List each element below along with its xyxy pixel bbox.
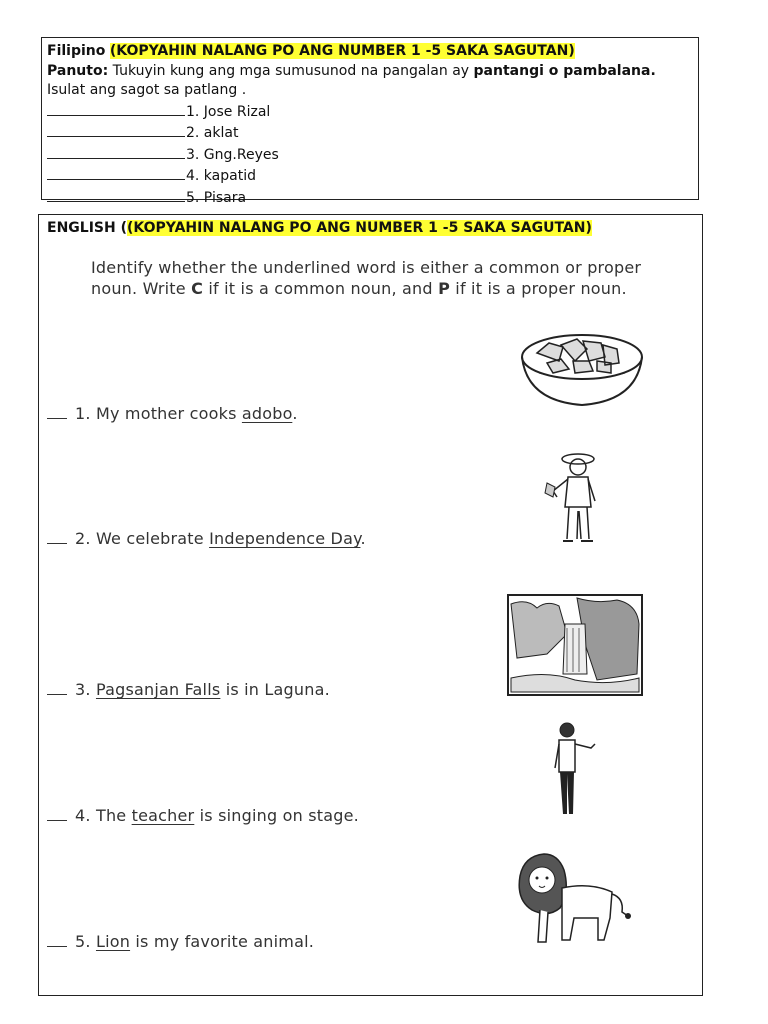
filipino-instruction-line2: Isulat ang sagot sa patlang .: [47, 82, 247, 98]
question-2: 2. We celebrate Independence Day.: [47, 529, 366, 548]
panuto-bold: pantangi o pambalana.: [473, 62, 656, 79]
filipino-item: 2. aklat: [47, 122, 693, 144]
filipino-highlight: (KOPYAHIN NALANG PO ANG NUMBER 1 -5 SAKA SAGUTAN): [109, 43, 575, 59]
lion-image: [514, 848, 634, 948]
underlined-word: Lion: [95, 932, 131, 951]
panuto-label: Panuto:: [47, 62, 109, 79]
question-5: 5. Lion is my favorite animal.: [47, 932, 314, 951]
answer-blank[interactable]: [47, 529, 67, 544]
answer-blank[interactable]: [47, 932, 67, 947]
panuto-text: Tukuyin kung ang mga sumusunod na pangalan ay: [112, 62, 470, 79]
filipino-item: 1. Jose Rizal: [47, 101, 693, 123]
farmer-boy-image: [541, 449, 611, 549]
answer-blank[interactable]: [47, 122, 185, 137]
underlined-word: Pagsanjan Falls: [95, 680, 221, 699]
answer-blank[interactable]: [47, 404, 67, 419]
answer-blank[interactable]: [47, 680, 67, 695]
filipino-instruction: [47, 62, 693, 82]
answer-blank[interactable]: [47, 806, 67, 821]
question-1: 1. My mother cooks adobo.: [47, 404, 298, 423]
answer-blank[interactable]: [47, 165, 185, 180]
filipino-item: 5. Pisara: [47, 187, 693, 209]
question-4: 4. The teacher is singing on stage.: [47, 806, 359, 825]
answer-blank[interactable]: [47, 187, 185, 202]
english-highlight: (KOPYAHIN NALANG PO ANG NUMBER 1 -5 SAKA SAGUTAN): [126, 220, 592, 236]
english-label: ENGLISH (: [47, 220, 127, 236]
answer-blank[interactable]: [47, 101, 185, 116]
filipino-item: 4. kapatid: [47, 165, 693, 187]
underlined-word: teacher: [131, 806, 195, 825]
question-3: 3. Pagsanjan Falls is in Laguna.: [47, 680, 330, 699]
adobo-bowl-image: [517, 329, 647, 409]
filipino-header: [47, 42, 693, 62]
answer-blank[interactable]: [47, 144, 185, 159]
waterfall-image: [507, 594, 643, 696]
teacher-image: [545, 722, 605, 822]
english-instruction: Identify whether the underlined word is either a common or proper noun. Write C if it is a common noun, and P if it is a proper noun.: [91, 258, 642, 298]
underlined-word: adobo: [241, 404, 293, 423]
filipino-item: 3. Gng.Reyes: [47, 144, 693, 166]
english-header: [47, 220, 592, 236]
filipino-section: [41, 37, 699, 206]
filipino-label: Filipino: [47, 43, 106, 59]
english-section: [38, 214, 703, 996]
underlined-word: Independence Day: [209, 529, 361, 548]
